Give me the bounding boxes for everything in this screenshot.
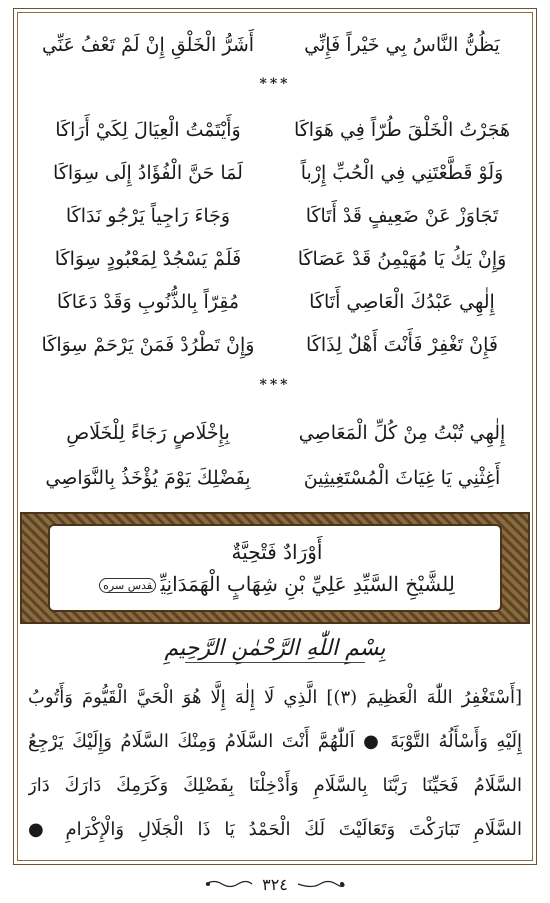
- verse-right-hemistich: يَظُنُّ النَّاسُ بِي خَيْراً فَإِنِّي: [304, 34, 500, 56]
- verse-left-hemistich: مُقِرّاً بِالذُّنُوبِ وَقَدْ دَعَاكَا: [56, 291, 240, 313]
- verse-right-hemistich: فَإِنْ تَغْفِرْ فَأَنْتَ أَهْلٌ لِذَاكَا: [306, 334, 498, 356]
- verse-right-hemistich: وَإِنْ يَكُ يَا مُهَيْمِنُ قَدْ عَصَاكَا: [297, 248, 507, 270]
- verse-line: [30, 459, 520, 497]
- verse-left-hemistich: أَشَرُّ الْخَلْقِ إِنْ لَمْ تَعْفُ عَنِّي: [41, 34, 255, 56]
- verse-line: [30, 326, 520, 364]
- verse-right-hemistich: إِلٰهِي عَبْدُكَ الْعَاصِي أَتَاكَا: [309, 291, 495, 313]
- section-title-banner: [20, 512, 530, 624]
- verse-left-hemistich: لَمَا حَنَّ الْفُؤَادُ إِلَى سِوَاكَا: [53, 162, 243, 184]
- prose-line: السَّلَامِ تَبَارَكْتَ وَتَعَالَيْتَ لَكَ الْحَمْدُ يَا ذَا الْجَلَالِ وَالْإِكْرَامِ ●: [28, 819, 522, 840]
- prose-line: إِلَيْهِ وَأَسْأَلُهُ التَّوْبَةَ ● اَللّٰهُمَّ أَنْتَ السَّلَامُ وَمِنْكَ السَّلَامُ وَإِلَيْكَ يَرْجِعُ: [28, 731, 522, 752]
- verse-line: [30, 283, 520, 321]
- verse-left-hemistich: فَلَمْ يَسْجُدْ لِمَعْبُودٍ سِوَاكَا: [54, 248, 242, 270]
- basmala-underline: [185, 662, 365, 663]
- verse-left-hemistich: وَأَيْتَمْتُ الْعِيَالَ لِكَيْ أَرَاكَا: [55, 119, 241, 141]
- verse-right-hemistich: تَجَاوَزْ عَنْ ضَعِيفٍ قَدْ أَتَاكَا: [305, 205, 499, 227]
- right-swirl-ornament-icon: [296, 879, 346, 889]
- section-separator: ***: [259, 76, 291, 92]
- honorific-seal: قدس سره: [99, 578, 156, 593]
- verse-line: [30, 154, 520, 192]
- verse-right-hemistich: إِلٰهِي تُبْتُ مِنْ كُلِّ الْمَعَاصِي: [298, 422, 506, 444]
- verse-right-hemistich: هَجَرْتُ الْخَلْقَ طُرّاً فِي هَوَاكَا: [293, 119, 511, 141]
- left-swirl-ornament-icon: [204, 879, 254, 889]
- section-separator: ***: [259, 377, 291, 393]
- verse-line: [30, 111, 520, 149]
- verse-right-hemistich: وَلَوْ قَطَّعْتَنِي فِي الْحُبِّ إِرْباً: [300, 162, 504, 184]
- verse-left-hemistich: بِفَضْلِكَ يَوْمَ يُؤْخَذُ بِالنَّوَاصِي: [45, 467, 251, 489]
- verse-line: [30, 197, 520, 235]
- page-footer: [0, 872, 550, 896]
- basmala-calligraphy: بِسْمِ اللّٰهِ الرَّحْمٰنِ الرَّحِيمِ: [164, 636, 386, 661]
- author-name: لِلشَّيْخِ السَّيِّدِ عَلِيِّ بْنِ شِهَابٍ الْهَمَدَانِيِّ: [160, 572, 455, 596]
- verse-left-hemistich: بِإِخْلَاصٍ رَجَاءً لِلْخَلَاصِ: [66, 422, 230, 444]
- verse-line: [30, 414, 520, 452]
- section-author: [50, 572, 504, 596]
- section-title: أَوْرَادٌ فَتْحِيَّةٌ: [231, 540, 323, 564]
- prose-line: [أَسْتَغْفِرُ اللّٰهَ الْعَظِيمَ (٣)] الَّذِي لَا إِلٰهَ إِلَّا هُوَ الْحَيَّ الْقَيُّومَ وَأَتُوبُ: [28, 687, 522, 708]
- verse-line: [30, 26, 520, 64]
- verse-line: [30, 240, 520, 278]
- banner-cartouche: [48, 524, 502, 612]
- verse-left-hemistich: وَجَاءَ رَاجِياً يَرْجُو نَدَاكَا: [65, 205, 231, 227]
- verse-right-hemistich: أَغِثْنِي يَا غِيَاثَ الْمُسْتَغِيثِينَ: [303, 467, 501, 489]
- page-number: ٣٢٤: [262, 874, 288, 894]
- prose-line: السَّلَامُ فَحَيِّنَا رَبَّنَا بِالسَّلَامِ وَأَدْخِلْنَا بِفَضْلِكَ وَكَرَمِكَ دَارَكَ دَارَ: [28, 775, 522, 796]
- verse-left-hemistich: وَإِنْ تَطْرُدْ فَمَنْ يَرْحَمْ سِوَاكَا: [41, 334, 255, 356]
